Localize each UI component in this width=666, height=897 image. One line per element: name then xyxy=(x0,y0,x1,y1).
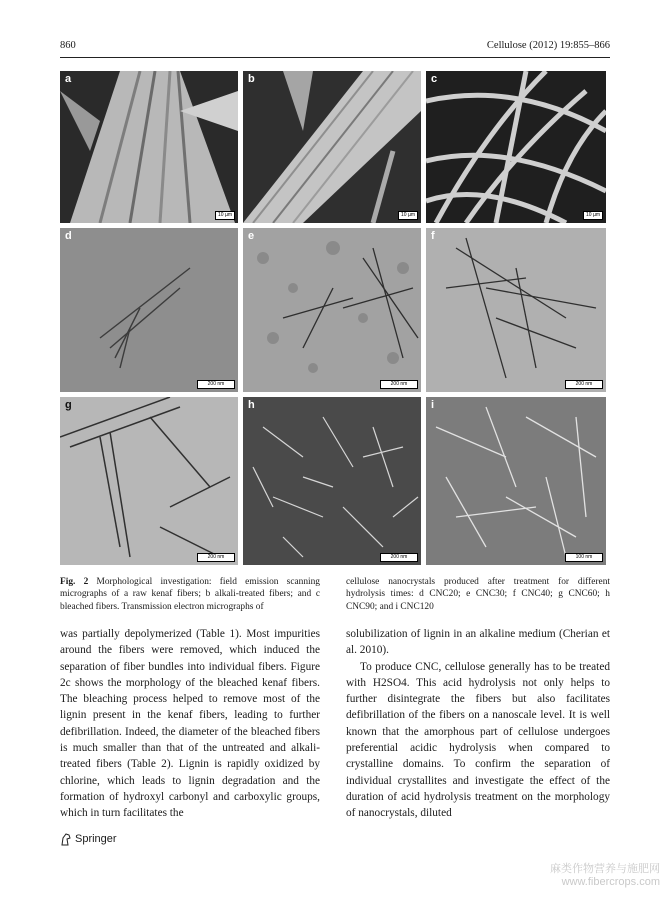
publisher-name: Springer xyxy=(75,833,117,845)
panel-label: e xyxy=(248,230,255,242)
scale-bar: 200 nm xyxy=(197,553,235,562)
figure-label: Fig. 2 xyxy=(60,577,89,587)
scale-bar: 200 nm xyxy=(197,380,235,389)
paragraph: solubilization of lignin in an alkaline medium (Cherian et al. 2010). xyxy=(346,628,610,657)
panel-label: d xyxy=(65,230,72,242)
body-column-left xyxy=(60,626,320,822)
panel-label: g xyxy=(65,399,72,411)
panel-label: f xyxy=(431,230,435,242)
figure-caption-left xyxy=(60,576,320,613)
panel-h xyxy=(243,397,421,565)
publisher-logo xyxy=(60,832,117,846)
caption-text-left: Morphological investigation: field emission scanning micrographs of a raw kenaf fibers; b alkali-treated fibers; and c bleached fibers. Transmission electron micrographs of xyxy=(60,577,320,612)
body-column-right xyxy=(346,626,610,822)
panel-g xyxy=(60,397,238,565)
panel-label: a xyxy=(65,73,72,85)
panel-f xyxy=(426,228,606,392)
panel-label: h xyxy=(248,399,255,411)
panel-label: i xyxy=(431,399,435,411)
panel-d xyxy=(60,228,238,392)
panel-e xyxy=(243,228,421,392)
panel-c xyxy=(426,71,606,223)
panel-i xyxy=(426,397,606,565)
watermark xyxy=(550,863,660,889)
panel-label: b xyxy=(248,73,255,85)
paragraph: was partially depolymerized (Table 1). Most impurities around the fibers were removed, which induced the separation of fiber bundles into individual fibers. Figure 2c shows the morphology of the bleached kenaf fibers. The bleaching process helped to remove most of the lignin present in the kenaf fibers, leading to further defibrillation. Indeed, the diameter of the bleached fibers is much smaller than that of the untreated and alkali-treated fibers (Table 2). Lignin is rapidly oxidized by chlorine, which leads to lignin degradation and the formation of hydroxyl carbonyl and carboxylic groups, which in turn facilitates the xyxy=(60,628,320,820)
figure-caption-right: cellulose nanocrystals produced after treatment for different hydrolysis times: d CNC20; e CNC30; f CNC40; g CNC60; h CNC90; and i CNC120 xyxy=(346,577,610,612)
scale-bar: 200 nm xyxy=(565,380,603,389)
journal-citation: Cellulose (2012) 19:855–866 xyxy=(486,40,610,51)
header-rule xyxy=(60,57,610,58)
panel-label: c xyxy=(431,73,438,85)
paragraph: To produce CNC, cellulose generally has to be treated with H2SO4. This acid hydrolysis not only helps to further disintegrate the fibers but also facilitates defibrillation of the fibers on a nanoscale level. It is well known that the amorphous part of cellulose undergoes preferential acidic hydrolysis when compared to crystalline domains. To confirm the separation of individual crystallites and investigate the effect of the duration of acid hydrolysis treatment on the morphology of nanocrystals, diluted xyxy=(346,660,610,820)
scale-bar: 200 nm xyxy=(380,553,418,562)
watermark-line: www.fibercrops.com xyxy=(561,876,660,888)
springer-horse-icon xyxy=(60,832,72,846)
scale-bar: 200 nm xyxy=(380,380,418,389)
scale-bar: 10 µm xyxy=(583,211,603,220)
running-head xyxy=(60,40,610,56)
watermark-line: 麻类作物营养与施肥网 xyxy=(550,863,660,875)
page-number: 860 xyxy=(60,40,76,51)
scale-bar: 10 µm xyxy=(398,211,418,220)
figure-2 xyxy=(60,71,606,565)
panel-a xyxy=(60,71,238,223)
scale-bar: 10 µm xyxy=(215,211,235,220)
panel-b xyxy=(243,71,421,223)
scale-bar: 100 nm xyxy=(565,553,603,562)
